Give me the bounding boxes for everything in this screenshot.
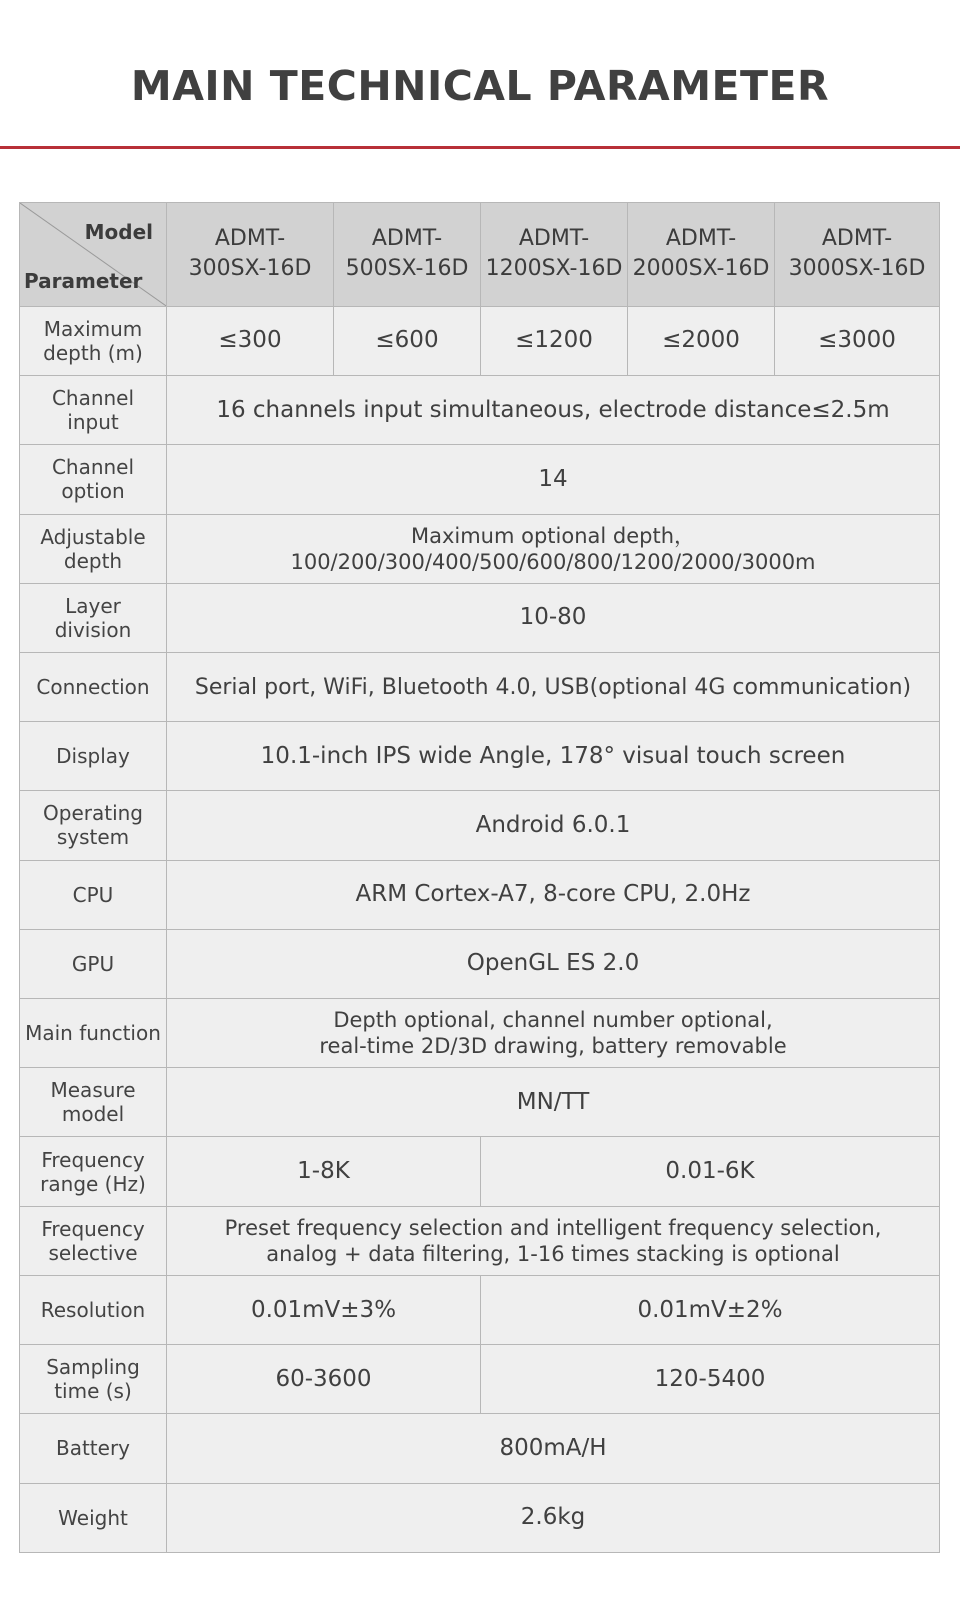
spec-table: [19, 202, 940, 1553]
model-header: ADMT- 300SX-16D: [167, 203, 334, 307]
row-label: Connection: [20, 652, 167, 721]
table-cell: Android 6.0.1: [167, 791, 940, 860]
table-row: [20, 860, 940, 929]
row-label: Sampling time (s): [20, 1345, 167, 1414]
table-row: [20, 1137, 940, 1206]
table-cell: Maximum optional depth， 100/200/300/400/500/600/800/1200/2000/3000m: [167, 514, 940, 583]
table-cell: 0.01mV±3%: [167, 1275, 481, 1344]
table-cell: 16 channels input simultaneous, electrode distance≤2.5m: [167, 376, 940, 445]
table-row: [20, 514, 940, 583]
table-cell: Preset frequency selection and intelligent frequency selection, analog + data filtering, 1-16 times stacking is optional: [167, 1206, 940, 1275]
table-cell: 10-80: [167, 583, 940, 652]
table-row: [20, 376, 940, 445]
table-cell: ARM Cortex-A7, 8-core CPU, 2.0Hz: [167, 860, 940, 929]
table-cell: Depth optional, channel number optional, real-time 2D/3D drawing, battery removable: [167, 999, 940, 1068]
table-cell: ≤600: [334, 306, 481, 375]
parameter-label: Parameter: [24, 268, 143, 293]
table-header-row: [20, 203, 940, 307]
table-cell: ≤2000: [628, 306, 775, 375]
row-label: Resolution: [20, 1275, 167, 1344]
table-row: [20, 1275, 940, 1344]
model-label: Model: [84, 220, 153, 244]
table-cell: 1-8K: [167, 1137, 481, 1206]
row-label: GPU: [20, 929, 167, 998]
model-header: ADMT- 1200SX-16D: [481, 203, 628, 307]
table-row: [20, 306, 940, 375]
model-header: ADMT- 3000SX-16D: [775, 203, 940, 307]
table-cell: 14: [167, 445, 940, 514]
table-row: [20, 652, 940, 721]
table-cell: 0.01-6K: [481, 1137, 940, 1206]
row-label: Layer division: [20, 583, 167, 652]
row-label: Frequency selective: [20, 1206, 167, 1275]
table-cell: MN/TT: [167, 1068, 940, 1137]
table-cell: Serial port, WiFi, Bluetooth 4.0, USB(optional 4G communication): [167, 652, 940, 721]
row-label: Channel input: [20, 376, 167, 445]
table-row: [20, 791, 940, 860]
table-row: [20, 929, 940, 998]
row-label: Battery: [20, 1414, 167, 1483]
row-label: Maximum depth (m): [20, 306, 167, 375]
table-cell: 800mA/H: [167, 1414, 940, 1483]
table-row: [20, 1414, 940, 1483]
table-cell: ≤1200: [481, 306, 628, 375]
table-row: [20, 1483, 940, 1552]
model-header: ADMT- 500SX-16D: [334, 203, 481, 307]
row-label: Weight: [20, 1483, 167, 1552]
table-cell: 60-3600: [167, 1345, 481, 1414]
corner-header-cell: [20, 203, 167, 307]
table-cell: 2.6kg: [167, 1483, 940, 1552]
table-cell: ≤3000: [775, 306, 940, 375]
row-label: Measure model: [20, 1068, 167, 1137]
table-cell: OpenGL ES 2.0: [167, 929, 940, 998]
row-label: Display: [20, 722, 167, 791]
table-cell: 120-5400: [481, 1345, 940, 1414]
table-row: [20, 1068, 940, 1137]
title-divider: [0, 146, 960, 149]
table-cell: ≤300: [167, 306, 334, 375]
table-row: [20, 583, 940, 652]
row-label: Frequency range (Hz): [20, 1137, 167, 1206]
row-label: Channel option: [20, 445, 167, 514]
row-label: Operating system: [20, 791, 167, 860]
row-label: Main function: [20, 999, 167, 1068]
table-row: [20, 1345, 940, 1414]
table-cell: 10.1-inch IPS wide Angle, 178° visual touch screen: [167, 722, 940, 791]
page-title: MAIN TECHNICAL PARAMETER: [130, 62, 830, 110]
row-label: Adjustable depth: [20, 514, 167, 583]
table-cell: 0.01mV±2%: [481, 1275, 940, 1344]
table-row: [20, 722, 940, 791]
table-row: [20, 1206, 940, 1275]
table-row: [20, 445, 940, 514]
table-row: [20, 999, 940, 1068]
row-label: CPU: [20, 860, 167, 929]
model-header: ADMT- 2000SX-16D: [628, 203, 775, 307]
